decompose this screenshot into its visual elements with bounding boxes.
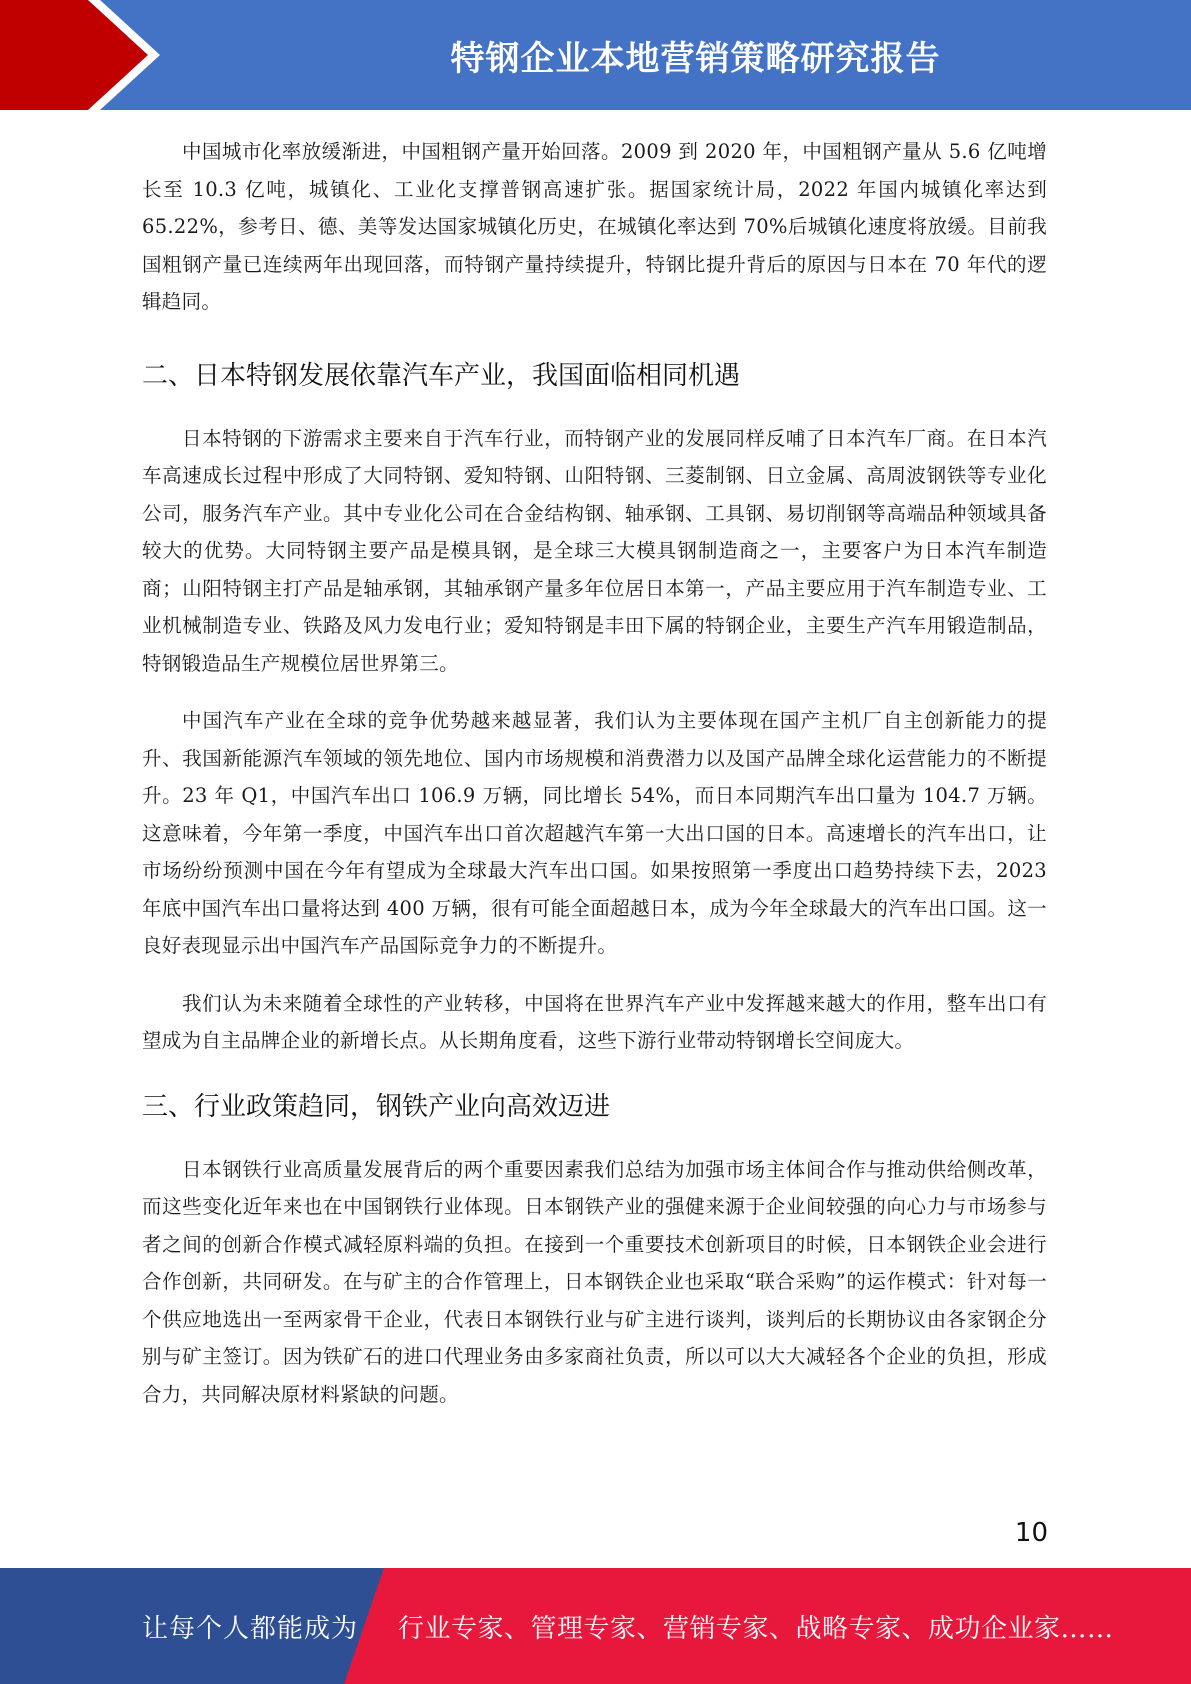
- paragraph: 日本钢铁行业高质量发展背后的两个重要因素我们总结为加强市场主体间合作与推动供给侧改革，而这些变化近年来也在中国钢铁行业体现。日本钢铁产业的强健来源于企业间较强的向心力与市场参与者之间的创新合作模式减轻原料端的负担。在接到一个重要技术创新项目的时候，日本钢铁企业会进行合作创新，共同研发。在与矿主的合作管理上，日本钢铁企业也采取“联合采购”的运作模式：针对每一个供应地选出一至两家骨干企业，代表日本钢铁行业与矿主进行谈判，谈判后的长期协议由各家钢企分别与矿主签订。因为铁矿石的进口代理业务由多家商社负责，所以可以大大减轻各个企业的负担，形成合力，共同解决原材料紧缺的问题。: [142, 1157, 1047, 1406]
- page-footer: [0, 1568, 1191, 1684]
- page-header: [0, 0, 1191, 110]
- document-body: [142, 133, 1047, 1413]
- paragraph: 日本特钢的下游需求主要来自于汽车行业，而特钢产业的发展同样反哺了日本汽车厂商。在日本汽车高速成长过程中形成了大同特钢、爱知特钢、山阳特钢、三菱制钢、日立金属、高周波钢铁等专业化公司，服务汽车产业。其中专业化公司在合金结构钢、轴承钢、工具钢、易切削钢等高端品种领域具备较大的优势。大同特钢主要产品是模具钢，是全球三大模具钢制造商之一，主要客户为日本汽车制造商；山阳特钢主打产品是轴承钢，其轴承钢产量多年位居日本第一，产品主要应用于汽车制造专业、工业机械制造专业、铁路及风力发电行业；爱知特钢是丰田下属的特钢企业，主要生产汽车用锻造制品，特钢锻造品生产规模位居世界第三。: [142, 426, 1047, 675]
- section-heading: 二、日本特钢发展依靠汽车产业，我国面临相同机遇: [142, 360, 741, 391]
- document-title: 特钢企业本地营销策略研究报告: [450, 38, 941, 79]
- page-number: 10: [1014, 1518, 1048, 1548]
- footer-slogan-right: 行业专家、管理专家、营销专家、战略专家、成功企业家……: [398, 1613, 1114, 1644]
- paragraph: 中国汽车产业在全球的竞争优势越来越显著，我们认为主要体现在国产主机厂自主创新能力的提升、我国新能源汽车领域的领先地位、国内市场规模和消费潜力以及国产品牌全球化运营能力的不断提升。23 年 Q1，中国汽车出口 106.9 万辆，同比增长 54%，而日本同期汽车出口量为 104.7 万辆。这意味着，今年第一季度，中国汽车出口首次超越汽车第一大出口国的日本。高速增长的汽车出口，让市场纷纷预测中国在今年有望成为全球最大汽车出口国。如果按照第一季度出口趋势持续下去，2023 年底中国汽车出口量将达到 400 万辆，很有可能全面超越日本，成为今年全球最大的汽车出口国。这一良好表现显示出中国汽车产品国际竞争力的不断提升。: [142, 709, 1047, 957]
- paragraph: 中国城市化率放缓渐进，中国粗钢产量开始回落。2009 到 2020 年，中国粗钢产量从 5.6 亿吨增长至 10.3 亿吨，城镇化、工业化支撑普钢高速扩张。据国家统计局，2022 年国内城镇化率达到 65.22%，参考日、德、美等发达国家城镇化历史，在城镇化率达到 70%后城镇化速度将放缓。目前我国粗钢产量已连续两年出现回落，而特钢产量持续提升，特钢比提升背后的原因与日本在 70 年代的逻辑趋同。: [142, 140, 1047, 313]
- footer-slogan-left: 让每个人都能成为: [142, 1613, 359, 1644]
- section-heading: 三、行业政策趋同，钢铁产业向高效迈进: [142, 1091, 611, 1122]
- paragraph: 我们认为未来随着全球性的产业转移，中国将在世界汽车产业中发挥越来越大的作用，整车出口有望成为自主品牌企业的新增长点。从长期角度看，这些下游行业带动特钢增长空间庞大。: [142, 991, 1047, 1052]
